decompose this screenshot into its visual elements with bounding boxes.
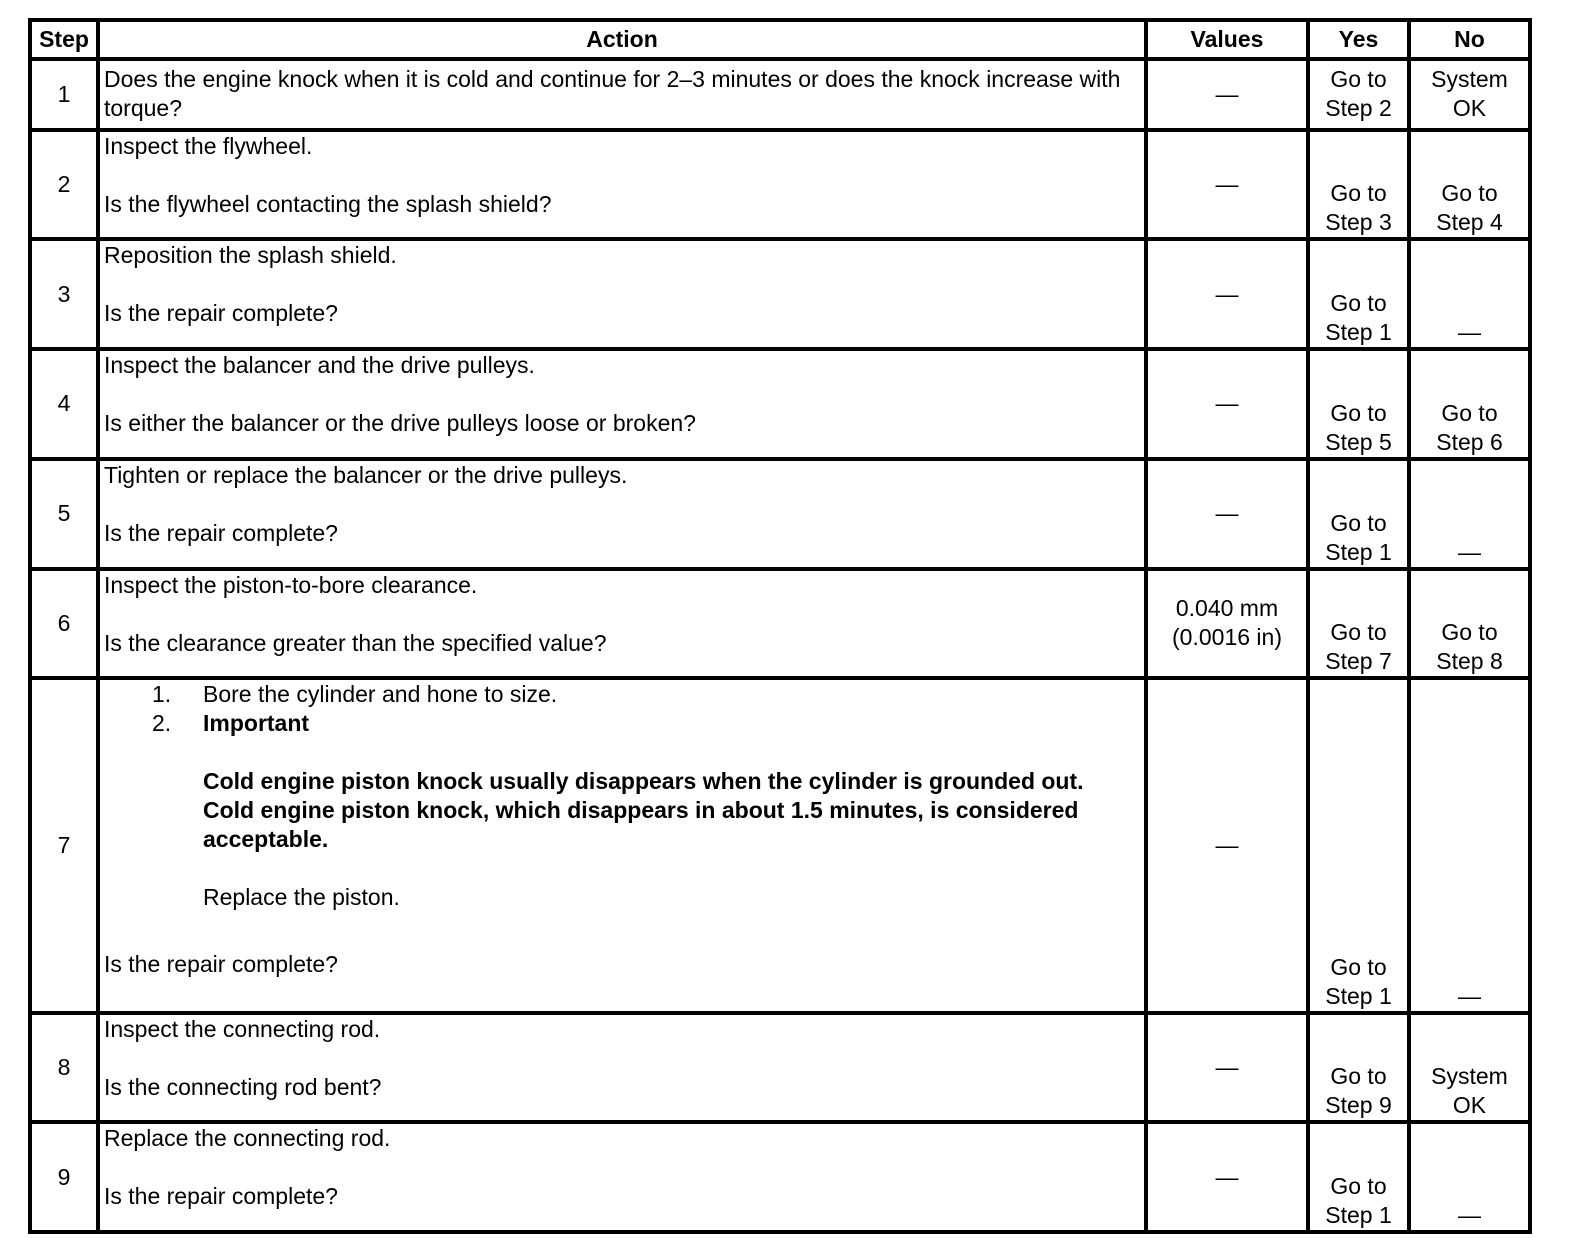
- action-cell: [98, 1013, 1146, 1123]
- action-cell: [98, 239, 1146, 349]
- no-cell: —: [1409, 678, 1530, 1012]
- action-question: Is the repair complete?: [104, 1183, 338, 1210]
- values-cell: —: [1146, 59, 1308, 130]
- no-cell: —: [1409, 459, 1530, 569]
- values-cell: —: [1146, 349, 1308, 459]
- yes-cell: Go to Step 3: [1308, 130, 1409, 240]
- action-instruction: Tighten or replace the balancer or the drive pulleys.: [104, 461, 628, 488]
- sub-action: Replace the piston.: [203, 884, 400, 911]
- step-number: 6: [30, 569, 98, 679]
- action-question: Is the repair complete?: [104, 519, 338, 546]
- table-row: [30, 1013, 1530, 1123]
- step-number: 7: [30, 678, 98, 1012]
- step-number: 1: [30, 59, 98, 130]
- no-cell: Go to Step 8: [1409, 569, 1530, 679]
- action-cell: [98, 569, 1146, 679]
- table-row: [30, 59, 1530, 130]
- yes-cell: Go to Step 1: [1308, 1122, 1409, 1232]
- action-instruction: Inspect the balancer and the drive pulleys.: [104, 352, 535, 379]
- step-number: 2: [30, 130, 98, 240]
- table-row: [30, 569, 1530, 679]
- values-cell: —: [1146, 1122, 1308, 1232]
- no-cell: —: [1409, 1122, 1530, 1232]
- step-number: 9: [30, 1122, 98, 1232]
- table-row: [30, 459, 1530, 569]
- step-number: 3: [30, 239, 98, 349]
- action-instruction: Inspect the flywheel.: [104, 132, 313, 159]
- yes-cell: Go to Step 1: [1308, 678, 1409, 1012]
- step-number: 4: [30, 349, 98, 459]
- table-row: [30, 130, 1530, 240]
- important-note: Cold engine piston knock usually disappears when the cylinder is grounded out. Cold engine piston knock, which disappears in about 1.5 minutes, is considered acceptable.: [203, 768, 1084, 853]
- action-instruction: Reposition the splash shield.: [104, 242, 397, 269]
- table-row: [30, 239, 1530, 349]
- list-item: 2. Important: [152, 710, 310, 737]
- action-cell: [98, 130, 1146, 240]
- list-item: 1. Bore the cylinder and hone to size.: [152, 681, 558, 708]
- substep-list: [104, 680, 1140, 738]
- action-question: Is the clearance greater than the specified value?: [104, 629, 607, 656]
- action-question: Is either the balancer or the drive pulleys loose or broken?: [104, 410, 696, 437]
- header-action: Action: [98, 20, 1146, 59]
- values-cell: —: [1146, 678, 1308, 1012]
- values-cell: —: [1146, 239, 1308, 349]
- action-cell: [98, 678, 1146, 1012]
- header-row: [30, 20, 1530, 59]
- action-instruction: Inspect the piston-to-bore clearance.: [104, 571, 478, 598]
- yes-cell: Go to Step 7: [1308, 569, 1409, 679]
- table-row: [30, 349, 1530, 459]
- header-step: Step: [30, 20, 98, 59]
- action-question: Is the repair complete?: [104, 951, 338, 978]
- action-question: Is the repair complete?: [104, 300, 338, 327]
- diagnostic-table: [28, 18, 1532, 1234]
- table-row: [30, 678, 1530, 1012]
- no-cell: Go to Step 4: [1409, 130, 1530, 240]
- table-row: [30, 1122, 1530, 1232]
- no-cell: System OK: [1409, 1013, 1530, 1123]
- header-no: No: [1409, 20, 1530, 59]
- values-cell: —: [1146, 1013, 1308, 1123]
- action-cell: [98, 349, 1146, 459]
- no-cell: —: [1409, 239, 1530, 349]
- yes-cell: Go to Step 9: [1308, 1013, 1409, 1123]
- values-cell: —: [1146, 130, 1308, 240]
- header-yes: Yes: [1308, 20, 1409, 59]
- values-cell: —: [1146, 459, 1308, 569]
- step-number: 8: [30, 1013, 98, 1123]
- action-instruction: Replace the connecting rod.: [104, 1125, 391, 1152]
- no-cell: System OK: [1409, 59, 1530, 130]
- yes-cell: Go to Step 1: [1308, 459, 1409, 569]
- important-label: Important: [203, 710, 310, 737]
- yes-cell: Go to Step 2: [1308, 59, 1409, 130]
- action-instruction: Inspect the connecting rod.: [104, 1015, 381, 1042]
- action-cell: [98, 459, 1146, 569]
- header-values: Values: [1146, 20, 1308, 59]
- action-cell: [98, 1122, 1146, 1232]
- values-cell: 0.040 mm (0.0016 in): [1146, 569, 1308, 679]
- action-question: Is the connecting rod bent?: [104, 1073, 382, 1100]
- no-cell: Go to Step 6: [1409, 349, 1530, 459]
- yes-cell: Go to Step 5: [1308, 349, 1409, 459]
- action-question: Is the flywheel contacting the splash shield?: [104, 190, 552, 217]
- step-number: 5: [30, 459, 98, 569]
- yes-cell: Go to Step 1: [1308, 239, 1409, 349]
- action-text: Does the engine knock when it is cold and continue for 2–3 minutes or does the knock increase with torque?: [98, 59, 1146, 130]
